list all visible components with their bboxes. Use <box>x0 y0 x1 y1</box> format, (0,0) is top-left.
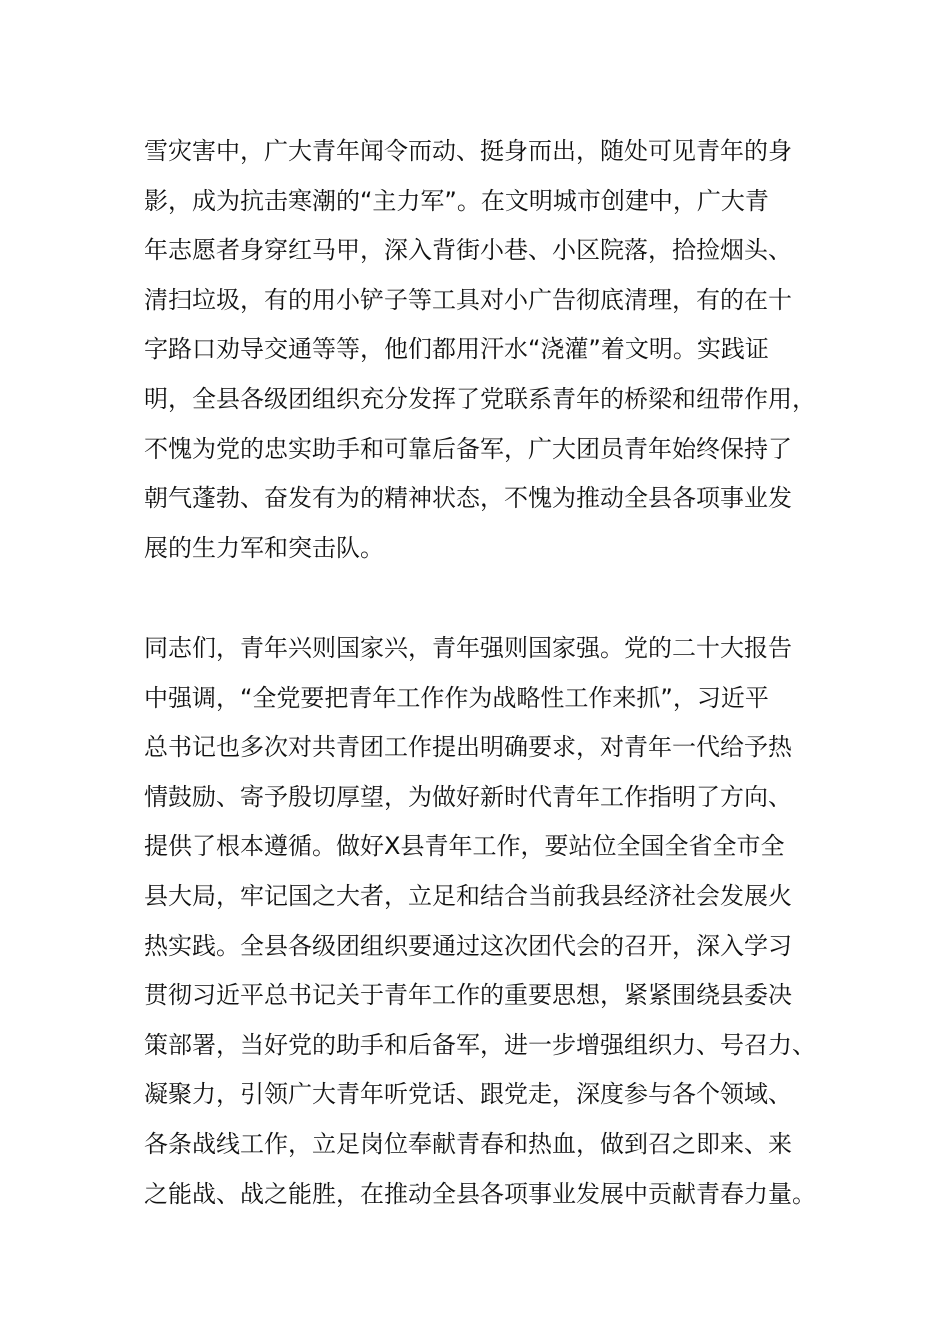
text-line: 中强调，“全党要把青年工作作为战略性工作来抓”，习近平 <box>144 683 769 712</box>
text-line: 热实践。全县各级团组织要通过这次团代会的召开，深入学习 <box>144 931 792 960</box>
text-line: 情鼓励、寄予殷切厚望，为做好新时代青年工作指明了方向、 <box>144 782 792 811</box>
text-line: 策部署，当好党的助手和后备军，进一步增强组织力、号召力、 <box>144 1030 816 1059</box>
text-line: 贯彻习近平总书记关于青年工作的重要思想，紧紧围绕县委决 <box>144 981 792 1010</box>
text-line: 之能战、战之能胜，在推动全县各项事业发展中贡献青春力量。 <box>144 1179 816 1208</box>
text-line: 朝气蓬勃、奋发有为的精神状态，不愧为推动全县各项事业发 <box>144 484 792 513</box>
text-line: 同志们，青年兴则国家兴，青年强则国家强。党的二十大报告 <box>144 634 792 662</box>
text-line: 字路口劝导交通等等，他们都用汗水“浇灌”着文明。实践证 <box>144 335 769 364</box>
text-line: 县大局，牢记国之大者，立足和结合当前我县经济社会发展火 <box>144 881 792 910</box>
text-line: 凝聚力，引领广大青年听党话、跟党走，深度参与各个领域、 <box>144 1080 792 1109</box>
text-line: 总书记也多次对共青团工作提出明确要求，对青年一代给予热 <box>144 733 792 762</box>
text-line: 不愧为党的忠实助手和可靠后备军，广大团员青年始终保持了 <box>144 434 792 463</box>
paragraph-1 <box>144 127 834 573</box>
text-line: 清扫垃圾，有的用小铲子等工具对小广告彻底清理，有的在十 <box>144 285 792 314</box>
text-line: 影，成为抗击寒潮的“主力军”。在文明城市创建中，广大青 <box>144 186 769 215</box>
text-line: 明，全县各级团组织充分发挥了党联系青年的桥梁和纽带作用， <box>144 384 816 413</box>
text-line: 年志愿者身穿红马甲，深入背街小巷、小区院落，拾捡烟头、 <box>144 236 792 265</box>
text-line: 雪灾害中，广大青年闻令而动、挺身而出，随处可见青年的身 <box>144 137 792 165</box>
text-line: 提供了根本遵循。做好X县青年工作，要站位全国全省全市全 <box>144 832 785 861</box>
text-line: 展的生力军和突击队。 <box>144 533 384 562</box>
paragraph-2 <box>144 624 834 1219</box>
text-line: 各条战线工作，立足岗位奉献青春和热血，做到召之即来、来 <box>144 1129 792 1158</box>
